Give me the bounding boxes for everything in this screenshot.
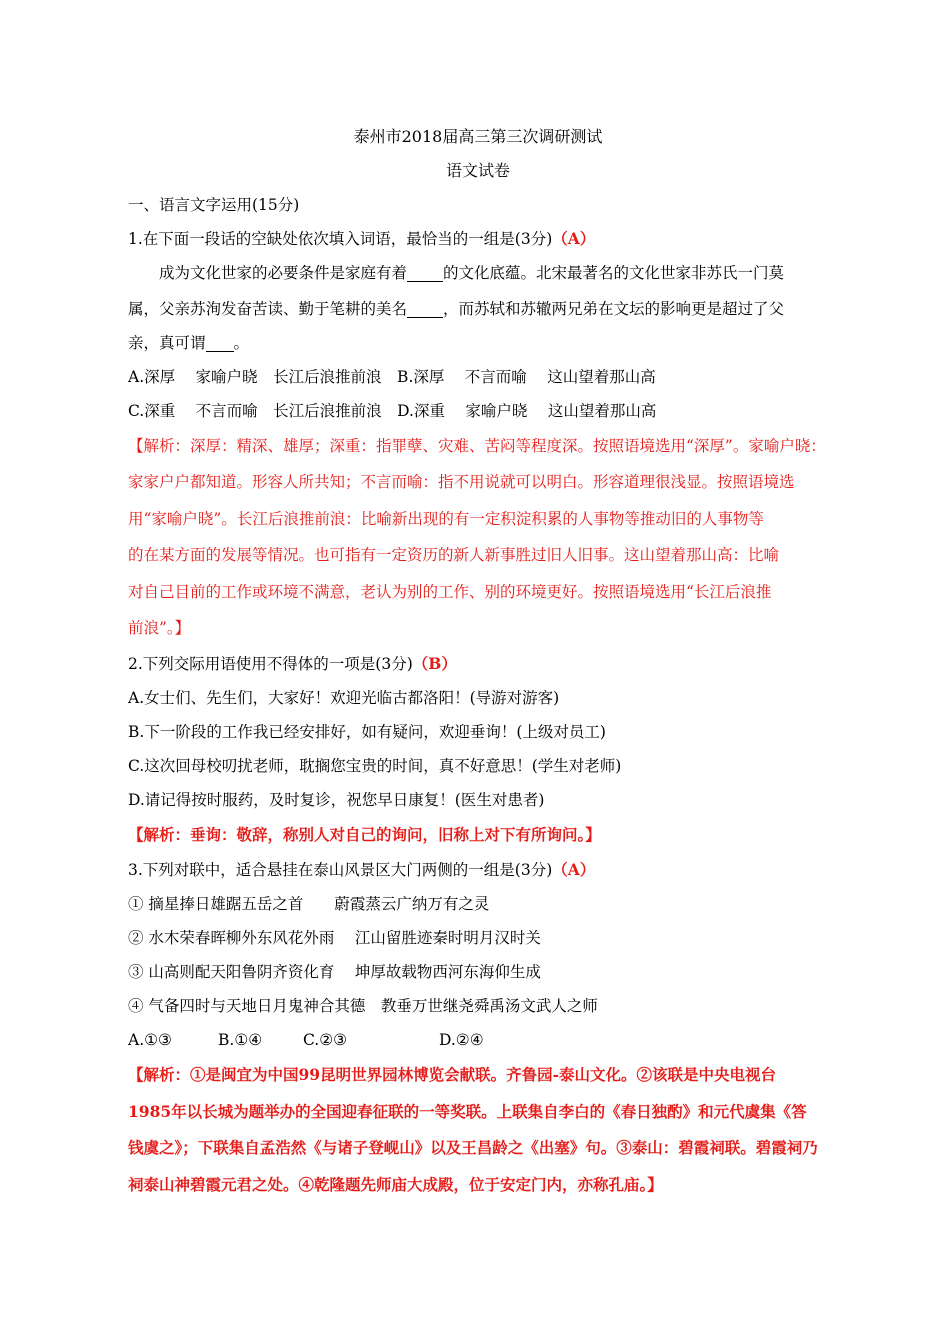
question-2-answer: （B） [412, 653, 457, 673]
option-b: B.①④ [218, 1031, 263, 1049]
passage-text: 亲，真可谓 [128, 333, 206, 352]
question-2-option-d: D.请记得按时服药，及时复诊，祝您早日康复！(医生对患者) [128, 790, 545, 809]
section-heading: 一、语言文字运用(15分) [128, 196, 300, 214]
question-2-option-a: A.女士们、先生们，大家好！欢迎光临古都洛阳！(导游对游客) [128, 688, 560, 707]
couplet-1: ① 摘星捧日雄踞五岳之首 蔚霞蒸云广纳万有之灵 [128, 895, 490, 913]
passage-text: 的文化底蕴。北宋最著名的文化世家非苏氏一门莫 [443, 264, 785, 282]
couplet-4: ④ 气备四时与天地日月鬼神合其德 教垂万世继尧舜禹汤文武人之师 [128, 997, 598, 1015]
document-page [128, 120, 828, 1203]
explanation-line: 1985年以长城为题举办的全国迎春征联的一等奖联。上联集自李白的《春日独酌》和元代虞集《答 [128, 1101, 807, 1121]
explanation-line: 前浪”。】 [128, 619, 191, 637]
explanation-line: 钱虞之》；下联集自孟浩然《与诸子登岘山》以及王昌龄之《出塞》句。③泰山：碧霞祠联。碧霞祠乃 [128, 1138, 818, 1157]
question-1-passage-line2 [128, 292, 828, 326]
blank-3 [206, 334, 234, 352]
passage-text: 属，父亲苏洵发奋苦读、勤于笔耕的美名 [128, 299, 408, 318]
exam-subtitle: 语文试卷 [445, 161, 510, 180]
exam-title: 泰州市2018届高三第三次调研测试 [353, 127, 603, 146]
question-1-explanation [128, 428, 828, 647]
question-3-answer: （A） [552, 860, 596, 879]
question-1-options-ab: A.深厚 家喻户晓 长江后浪推前浪 B.深厚 不言而喻 这山望着那山高 [128, 367, 656, 386]
question-1-stem [128, 222, 828, 256]
explanation-line: 的在某方面的发展等情况。也可指有一定资历的新人新事胜过旧人旧事。这山望着那山高：比喻 [128, 546, 780, 564]
question-2-stem [128, 647, 828, 681]
question-2-text: 2.下列交际用语使用不得体的一项是(3分) [128, 654, 413, 673]
question-1-options-cd: C.深重 不言而喻 长江后浪推前浪 D.深重 家喻户晓 这山望着那山高 [128, 401, 657, 420]
explanation-line: 【解析：深厚：精深、雄厚；深重：指罪孽、灾难、苦闷等程度深。按照语境选用“深厚”。家喻户晓： [128, 436, 826, 455]
couplet-3: ③ 山高则配天阳鲁阴齐资化育 坤厚故载物西河东海仰生成 [128, 963, 541, 981]
passage-text: ，而苏轼和苏辙两兄弟在文坛的影响更是超过了父 [443, 299, 785, 318]
explanation-line: 祠泰山神碧霞元君之处。④乾隆题先师庙大成殿，位于安定门内，亦称孔庙。】 [128, 1174, 663, 1194]
question-1-passage [128, 256, 828, 292]
explanation-line: 【解析：①是闽宜为中国99昆明世界园林博览会献联。齐鲁园-泰山文化。②该联是中央电视台 [128, 1065, 777, 1084]
question-2-explanation: 【解析：垂询：敬辞，称别人对自己的询问，旧称上对下有所询问。】 [128, 824, 601, 844]
explanation-line: 家家户户都知道。形容人所共知；不言而喻：指不用说就可以明白。形容道理很浅显。按照语境选 [128, 473, 795, 491]
question-1-passage-line3 [128, 326, 828, 360]
option-d: D.②④ [439, 1031, 484, 1049]
question-2-option-b: B.下一阶段的工作我已经安排好，如有疑问，欢迎垂询！(上级对员工) [128, 722, 606, 741]
blank-2 [407, 300, 443, 318]
question-2-option-c: C.这次回母校叨扰老师，耽搁您宝贵的时间，真不好意思！(学生对老师) [128, 756, 622, 775]
question-3-stem [128, 853, 828, 887]
question-1-answer: （A） [552, 229, 596, 248]
couplet-2: ② 水木荣春晖柳外东风花外雨 江山留胜迹秦时明月汉时关 [128, 929, 541, 947]
question-1-text: 1.在下面一段话的空缺处依次填入词语，最恰当的一组是(3分) [128, 230, 553, 248]
blank-1 [407, 264, 443, 282]
passage-text: 成为文化世家的必要条件是家庭有着 [159, 264, 408, 282]
option-a: A.①③ [128, 1031, 172, 1049]
passage-text: 。 [233, 333, 250, 352]
question-3-explanation [128, 1057, 828, 1203]
question-3-text: 3.下列对联中，适合悬挂在泰山风景区大门两侧的一组是(3分) [128, 861, 553, 879]
explanation-line: 用“家喻户晓”。长江后浪推前浪：比喻新出现的有一定积淀积累的人事物等推动旧的人事物等 [128, 509, 764, 528]
explanation-line: 对自己目前的工作或环境不满意，老认为别的工作、别的环境更好。按照语境选用“长江后浪推 [128, 582, 772, 601]
question-3-options [128, 1023, 828, 1057]
option-c: C.②③ [303, 1031, 348, 1049]
